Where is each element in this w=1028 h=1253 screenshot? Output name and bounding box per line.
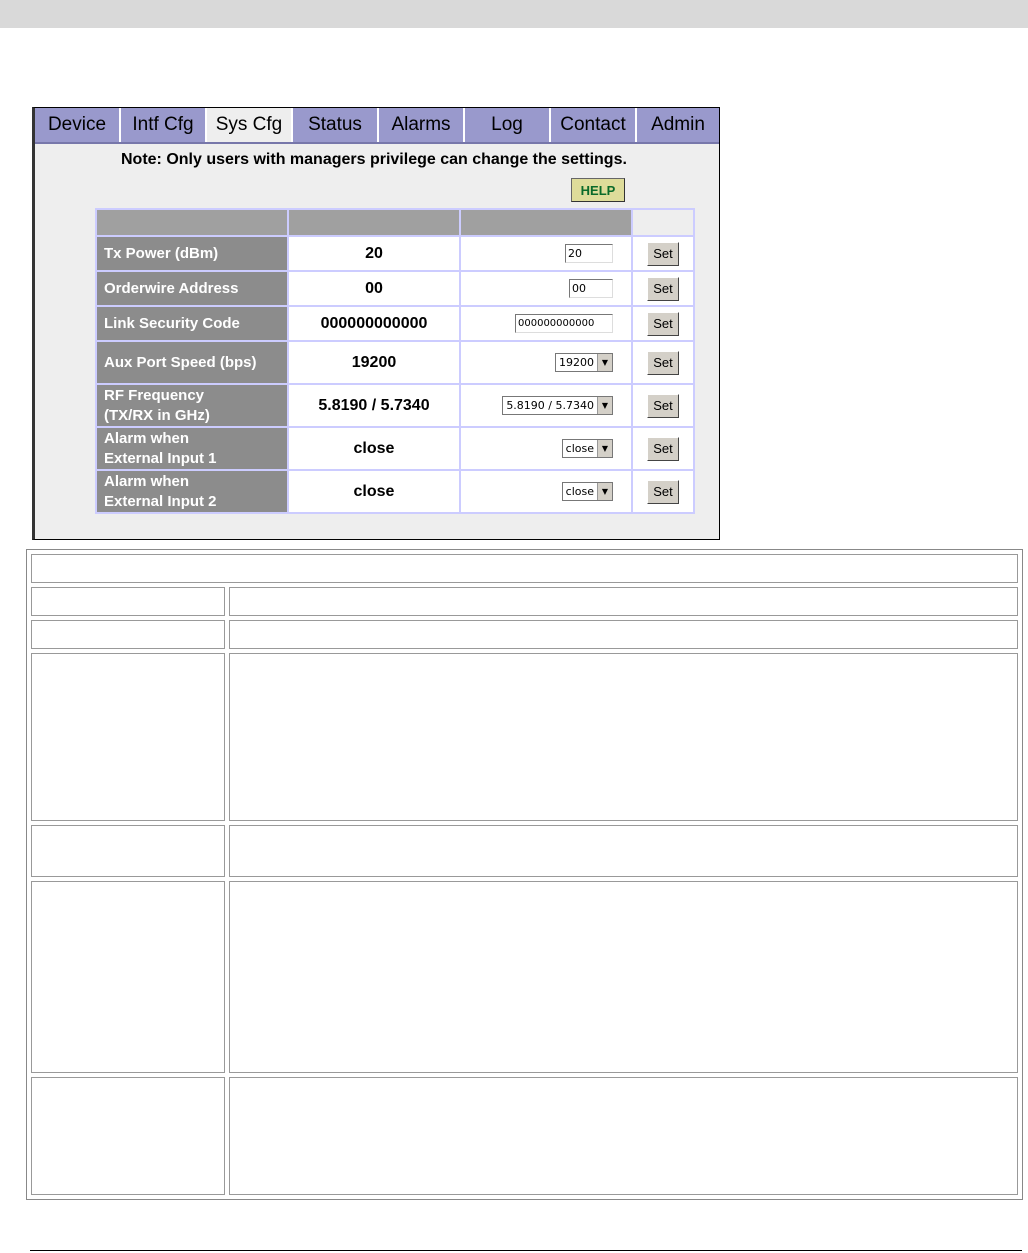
current-value: 19200 [289, 342, 459, 383]
set-button[interactable]: Set [647, 312, 679, 336]
edit-cell [461, 342, 631, 383]
table-row [97, 307, 693, 340]
tab-device[interactable]: Device [35, 108, 121, 142]
row-label: Alarm when External Input 1 [97, 428, 287, 469]
edit-cell [461, 272, 631, 305]
row-label: Alarm when External Input 2 [97, 471, 287, 512]
set-button[interactable]: Set [647, 277, 679, 301]
external-input-1-select[interactable]: close ▼ [562, 439, 613, 458]
table-row [97, 471, 693, 512]
edit-cell [461, 237, 631, 270]
table-row [31, 554, 1018, 583]
chevron-down-icon: ▼ [597, 483, 612, 500]
edit-cell [461, 428, 631, 469]
tab-alarms[interactable]: Alarms [379, 108, 465, 142]
edit-cell [461, 307, 631, 340]
tab-sys-cfg[interactable]: Sys Cfg [207, 108, 293, 142]
action-cell [633, 307, 693, 340]
help-button[interactable]: HELP [571, 178, 625, 202]
set-button[interactable]: Set [647, 394, 679, 418]
table-cell [31, 587, 225, 616]
settings-table [95, 208, 695, 514]
tx-power-input[interactable]: 20 [565, 244, 613, 263]
edit-cell [461, 471, 631, 512]
table-row [31, 1077, 1018, 1195]
set-button[interactable]: Set [647, 480, 679, 504]
tab-status[interactable]: Status [293, 108, 379, 142]
table-row [31, 620, 1018, 649]
orderwire-address-input[interactable]: 00 [569, 279, 613, 298]
chevron-down-icon: ▼ [597, 440, 612, 457]
row-label: Aux Port Speed (bps) [97, 342, 287, 383]
table-row [97, 237, 693, 270]
table-cell [229, 881, 1018, 1073]
table-cell [229, 1077, 1018, 1195]
row-label: Orderwire Address [97, 272, 287, 305]
table-cell [31, 620, 225, 649]
table-cell [31, 653, 225, 821]
external-input-2-select[interactable]: close ▼ [562, 482, 613, 501]
link-security-code-input[interactable]: 000000000000 [515, 314, 613, 333]
edit-cell [461, 385, 631, 426]
parameter-description-table [26, 549, 1023, 1200]
header-cell [289, 210, 459, 235]
table-cell [229, 587, 1018, 616]
current-value: close [289, 471, 459, 512]
current-value: 000000000000 [289, 307, 459, 340]
table-row [31, 653, 1018, 821]
tab-contact[interactable]: Contact [551, 108, 637, 142]
system-config-screenshot [32, 107, 720, 540]
header-cell [461, 210, 631, 235]
row-label: Tx Power (dBm) [97, 237, 287, 270]
privilege-note: Note: Only users with managers privilege can change the settings. [121, 151, 627, 168]
set-button[interactable]: Set [647, 351, 679, 375]
action-cell [633, 385, 693, 426]
row-label: Link Security Code [97, 307, 287, 340]
action-cell [633, 342, 693, 383]
table-cell [229, 620, 1018, 649]
table-row [31, 825, 1018, 877]
tab-admin[interactable]: Admin [651, 114, 705, 135]
top-bar [0, 0, 1028, 28]
action-cell [633, 428, 693, 469]
chevron-down-icon: ▼ [597, 397, 612, 414]
set-button[interactable]: Set [647, 242, 679, 266]
table-cell [31, 1077, 225, 1195]
action-cell [633, 471, 693, 512]
current-value: 00 [289, 272, 459, 305]
nav-tabs [35, 108, 719, 144]
table-row [97, 385, 693, 426]
rf-frequency-select[interactable]: 5.8190 / 5.7340 ▼ [502, 396, 613, 415]
row-label: RF Frequency (TX/RX in GHz) [97, 385, 287, 426]
table-row [31, 881, 1018, 1073]
table-cell [229, 825, 1018, 877]
tab-log[interactable]: Log [465, 108, 551, 142]
chevron-down-icon: ▼ [597, 354, 612, 371]
aux-port-speed-select[interactable]: 19200 ▼ [555, 353, 613, 372]
tab-intf-cfg[interactable]: Intf Cfg [121, 108, 207, 142]
current-value: 5.8190 / 5.7340 [289, 385, 459, 426]
table-caption-cell [31, 554, 1018, 583]
table-cell [31, 825, 225, 877]
footer-rule [30, 1250, 1022, 1251]
table-header-row [97, 210, 693, 235]
current-value: close [289, 428, 459, 469]
table-row [97, 342, 693, 383]
table-row [97, 428, 693, 469]
action-cell [633, 272, 693, 305]
current-value: 20 [289, 237, 459, 270]
table-cell [31, 881, 225, 1073]
table-cell [229, 653, 1018, 821]
set-button[interactable]: Set [647, 437, 679, 461]
header-cell [633, 210, 693, 235]
table-row [31, 587, 1018, 616]
header-cell [97, 210, 287, 235]
action-cell [633, 237, 693, 270]
table-row [97, 272, 693, 305]
